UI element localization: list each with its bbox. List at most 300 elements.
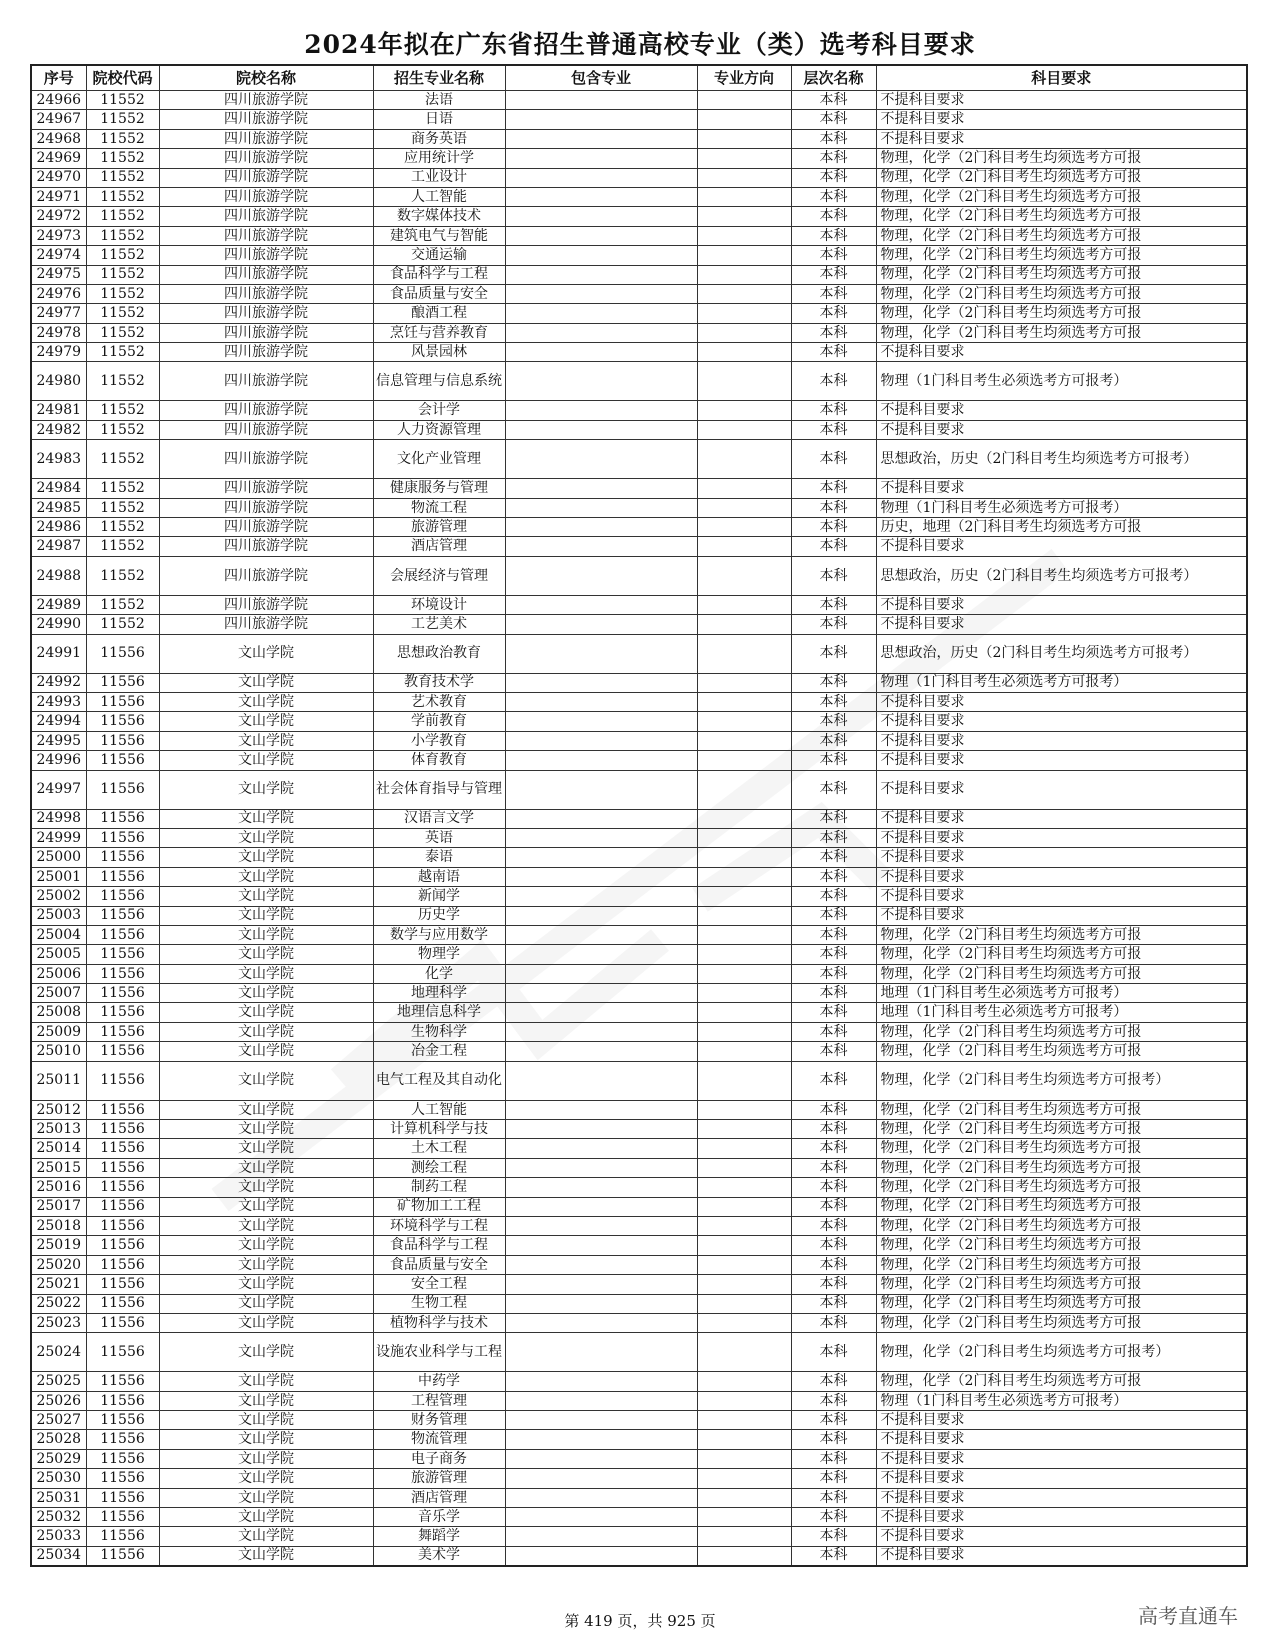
cell-included <box>505 595 697 614</box>
cell-level: 本科 <box>791 1527 876 1546</box>
cell-school-name: 四川旅游学院 <box>159 498 373 517</box>
cell-school-name: 文山学院 <box>159 673 373 692</box>
cell-requirement: 不提科目要求 <box>876 887 1247 906</box>
cell-school-code: 11552 <box>86 110 159 129</box>
cell-level: 本科 <box>791 751 876 770</box>
cell-school-name: 文山学院 <box>159 1430 373 1449</box>
table-row <box>31 420 1247 439</box>
cell-requirement: 不提科目要求 <box>876 1449 1247 1468</box>
cell-seq: 24992 <box>31 673 86 692</box>
col-header-direction: 专业方向 <box>697 65 791 91</box>
cell-major: 越南语 <box>373 867 505 886</box>
cell-school-code: 11552 <box>86 323 159 342</box>
table-row <box>31 440 1247 479</box>
cell-direction <box>697 964 791 983</box>
cell-seq: 24983 <box>31 440 86 479</box>
cell-requirement: 历史，地理（2门科目考生均须选考方可报 <box>876 518 1247 537</box>
cell-major: 数学与应用数学 <box>373 925 505 944</box>
cell-seq: 25002 <box>31 887 86 906</box>
cell-level: 本科 <box>791 1449 876 1468</box>
cell-level: 本科 <box>791 1178 876 1197</box>
cell-requirement: 地理（1门科目考生必须选考方可报考） <box>876 984 1247 1003</box>
brand-label: 高考直通车 <box>1138 1604 1238 1628</box>
cell-direction <box>697 925 791 944</box>
cell-included <box>505 731 697 750</box>
cell-major: 体育教育 <box>373 751 505 770</box>
cell-requirement: 物理（1门科目考生必须选考方可报考） <box>876 1391 1247 1410</box>
cell-level: 本科 <box>791 634 876 673</box>
cell-included <box>505 984 697 1003</box>
cell-school-name: 文山学院 <box>159 1372 373 1391</box>
cell-school-code: 11556 <box>86 673 159 692</box>
cell-included <box>505 615 697 634</box>
cell-seq: 25007 <box>31 984 86 1003</box>
cell-level: 本科 <box>791 149 876 168</box>
cell-school-code: 11556 <box>86 1022 159 1041</box>
cell-school-code: 11556 <box>86 1120 159 1139</box>
cell-included <box>505 1488 697 1507</box>
cell-school-name: 文山学院 <box>159 1139 373 1158</box>
cell-school-code: 11552 <box>86 615 159 634</box>
cell-school-code: 11556 <box>86 770 159 809</box>
table-row <box>31 1158 1247 1177</box>
cell-direction <box>697 187 791 206</box>
cell-school-code: 11556 <box>86 964 159 983</box>
cell-major: 应用统计学 <box>373 149 505 168</box>
cell-requirement: 不提科目要求 <box>876 1430 1247 1449</box>
cell-school-code: 11556 <box>86 1391 159 1410</box>
cell-requirement: 物理，化学（2门科目考生均须选考方可报 <box>876 1158 1247 1177</box>
cell-direction <box>697 945 791 964</box>
cell-school-code: 11552 <box>86 518 159 537</box>
cell-requirement: 物理，化学（2门科目考生均须选考方可报 <box>876 149 1247 168</box>
cell-included <box>505 304 697 323</box>
cell-major: 汉语言文学 <box>373 809 505 828</box>
cell-school-name: 文山学院 <box>159 984 373 1003</box>
cell-level: 本科 <box>791 848 876 867</box>
cell-major: 物流工程 <box>373 498 505 517</box>
cell-seq: 25022 <box>31 1294 86 1313</box>
cell-included <box>505 1527 697 1546</box>
cell-school-code: 11556 <box>86 828 159 847</box>
cell-requirement: 不提科目要求 <box>876 712 1247 731</box>
cell-seq: 25023 <box>31 1313 86 1332</box>
cell-requirement: 物理，化学（2门科目考生均须选考方可报 <box>876 964 1247 983</box>
cell-included <box>505 770 697 809</box>
cell-direction <box>697 537 791 556</box>
cell-school-name: 四川旅游学院 <box>159 284 373 303</box>
cell-requirement: 物理（1门科目考生必须选考方可报考） <box>876 673 1247 692</box>
cell-seq: 25026 <box>31 1391 86 1410</box>
table-row <box>31 770 1247 809</box>
cell-direction <box>697 1042 791 1061</box>
cell-direction <box>697 1313 791 1332</box>
cell-level: 本科 <box>791 1430 876 1449</box>
cell-school-code: 11556 <box>86 1313 159 1332</box>
cell-seq: 24973 <box>31 226 86 245</box>
cell-seq: 25031 <box>31 1488 86 1507</box>
cell-major: 地理信息科学 <box>373 1003 505 1022</box>
table-row <box>31 712 1247 731</box>
cell-included <box>505 887 697 906</box>
cell-school-code: 11556 <box>86 1372 159 1391</box>
cell-direction <box>697 615 791 634</box>
cell-direction <box>697 246 791 265</box>
cell-seq: 24989 <box>31 595 86 614</box>
table-row <box>31 945 1247 964</box>
cell-major: 安全工程 <box>373 1275 505 1294</box>
cell-level: 本科 <box>791 1546 876 1565</box>
cell-included <box>505 265 697 284</box>
cell-school-name: 四川旅游学院 <box>159 420 373 439</box>
table-row <box>31 1236 1247 1255</box>
page-title: 2024年拟在广东省招生普通高校专业（类）选考科目要求 <box>304 30 976 59</box>
table-row <box>31 809 1247 828</box>
cell-seq: 24970 <box>31 168 86 187</box>
cell-major: 艺术教育 <box>373 692 505 711</box>
cell-seq: 24980 <box>31 362 86 401</box>
cell-seq: 24977 <box>31 304 86 323</box>
cell-seq: 24981 <box>31 401 86 420</box>
cell-direction <box>697 1469 791 1488</box>
cell-level: 本科 <box>791 615 876 634</box>
table-row <box>31 615 1247 634</box>
col-header-school-name: 院校名称 <box>159 65 373 91</box>
cell-major: 工艺美术 <box>373 615 505 634</box>
cell-school-name: 文山学院 <box>159 906 373 925</box>
cell-seq: 24972 <box>31 207 86 226</box>
table-row <box>31 1411 1247 1430</box>
cell-included <box>505 556 697 595</box>
table-row <box>31 984 1247 1003</box>
cell-school-code: 11552 <box>86 343 159 362</box>
cell-requirement: 物理，化学（2门科目考生均须选考方可报 <box>876 226 1247 245</box>
cell-level: 本科 <box>791 284 876 303</box>
cell-school-name: 文山学院 <box>159 925 373 944</box>
cell-direction <box>697 1158 791 1177</box>
cell-included <box>505 1042 697 1061</box>
cell-direction <box>697 1488 791 1507</box>
cell-school-code: 11556 <box>86 1430 159 1449</box>
cell-included <box>505 1333 697 1372</box>
table-row <box>31 401 1247 420</box>
cell-school-name: 文山学院 <box>159 1100 373 1119</box>
cell-school-name: 四川旅游学院 <box>159 343 373 362</box>
cell-school-name: 四川旅游学院 <box>159 518 373 537</box>
cell-school-name: 文山学院 <box>159 1313 373 1332</box>
cell-level: 本科 <box>791 1061 876 1100</box>
table-row <box>31 925 1247 944</box>
cell-included <box>505 284 697 303</box>
cell-seq: 25030 <box>31 1469 86 1488</box>
table-row <box>31 1178 1247 1197</box>
table-row <box>31 1546 1247 1565</box>
col-header-major: 招生专业名称 <box>373 65 505 91</box>
table-row <box>31 246 1247 265</box>
cell-major: 土木工程 <box>373 1139 505 1158</box>
table-row <box>31 207 1247 226</box>
cell-included <box>505 362 697 401</box>
cell-major: 电气工程及其自动化 <box>373 1061 505 1100</box>
cell-school-name: 文山学院 <box>159 867 373 886</box>
cell-school-name: 文山学院 <box>159 1275 373 1294</box>
cell-school-name: 四川旅游学院 <box>159 265 373 284</box>
cell-requirement: 物理，化学（2门科目考生均须选考方可报 <box>876 1197 1247 1216</box>
cell-included <box>505 1197 697 1216</box>
cell-major: 美术学 <box>373 1546 505 1565</box>
cell-school-name: 文山学院 <box>159 1391 373 1410</box>
cell-included <box>505 848 697 867</box>
cell-requirement: 不提科目要求 <box>876 479 1247 498</box>
table-row <box>31 1469 1247 1488</box>
table-row <box>31 129 1247 148</box>
cell-school-code: 11556 <box>86 887 159 906</box>
cell-included <box>505 401 697 420</box>
cell-direction <box>697 362 791 401</box>
cell-school-name: 文山学院 <box>159 770 373 809</box>
table-row <box>31 168 1247 187</box>
table-row <box>31 1003 1247 1022</box>
cell-level: 本科 <box>791 537 876 556</box>
cell-requirement: 物理，化学（2门科目考生均须选考方可报考） <box>876 1333 1247 1372</box>
table-row <box>31 848 1247 867</box>
cell-seq: 24990 <box>31 615 86 634</box>
cell-seq: 25000 <box>31 848 86 867</box>
cell-direction <box>697 867 791 886</box>
cell-seq: 24996 <box>31 751 86 770</box>
cell-requirement: 物理，化学（2门科目考生均须选考方可报 <box>876 1372 1247 1391</box>
cell-included <box>505 479 697 498</box>
cell-level: 本科 <box>791 1275 876 1294</box>
cell-major: 地理科学 <box>373 984 505 1003</box>
cell-included <box>505 906 697 925</box>
cell-requirement: 物理，化学（2门科目考生均须选考方可报 <box>876 1178 1247 1197</box>
cell-school-code: 11552 <box>86 304 159 323</box>
cell-school-name: 四川旅游学院 <box>159 246 373 265</box>
cell-direction <box>697 168 791 187</box>
cell-included <box>505 1139 697 1158</box>
cell-level: 本科 <box>791 1100 876 1119</box>
cell-school-name: 四川旅游学院 <box>159 595 373 614</box>
cell-included <box>505 110 697 129</box>
cell-direction <box>697 556 791 595</box>
table-row <box>31 1488 1247 1507</box>
table-row <box>31 498 1247 517</box>
cell-level: 本科 <box>791 1255 876 1274</box>
cell-school-code: 11552 <box>86 91 159 110</box>
cell-school-code: 11552 <box>86 246 159 265</box>
cell-seq: 24979 <box>31 343 86 362</box>
cell-included <box>505 168 697 187</box>
table-row <box>31 1391 1247 1410</box>
cell-level: 本科 <box>791 479 876 498</box>
cell-included <box>505 343 697 362</box>
cell-included <box>505 420 697 439</box>
cell-direction <box>697 828 791 847</box>
cell-direction <box>697 1527 791 1546</box>
cell-seq: 24969 <box>31 149 86 168</box>
cell-level: 本科 <box>791 1294 876 1313</box>
cell-direction <box>697 1333 791 1372</box>
cell-school-code: 11552 <box>86 556 159 595</box>
cell-level: 本科 <box>791 828 876 847</box>
cell-school-code: 11556 <box>86 1275 159 1294</box>
cell-included <box>505 828 697 847</box>
cell-requirement: 物理，化学（2门科目考生均须选考方可报 <box>876 207 1247 226</box>
cell-included <box>505 1178 697 1197</box>
cell-school-code: 11552 <box>86 362 159 401</box>
cell-level: 本科 <box>791 945 876 964</box>
cell-major: 食品质量与安全 <box>373 284 505 303</box>
cell-level: 本科 <box>791 187 876 206</box>
cell-direction <box>697 1449 791 1468</box>
cell-level: 本科 <box>791 1508 876 1527</box>
cell-included <box>505 1022 697 1041</box>
cell-school-code: 11556 <box>86 1003 159 1022</box>
cell-major: 法语 <box>373 91 505 110</box>
cell-major: 社会体育指导与管理 <box>373 770 505 809</box>
cell-school-name: 文山学院 <box>159 1294 373 1313</box>
cell-school-code: 11556 <box>86 848 159 867</box>
cell-school-code: 11556 <box>86 925 159 944</box>
cell-major: 舞蹈学 <box>373 1527 505 1546</box>
cell-included <box>505 537 697 556</box>
cell-school-code: 11556 <box>86 1216 159 1235</box>
cell-direction <box>697 1294 791 1313</box>
cell-school-name: 文山学院 <box>159 1488 373 1507</box>
cell-requirement: 物理，化学（2门科目考生均须选考方可报 <box>876 945 1247 964</box>
cell-included <box>505 1120 697 1139</box>
cell-requirement: 不提科目要求 <box>876 615 1247 634</box>
cell-direction <box>697 1391 791 1410</box>
cell-direction <box>697 149 791 168</box>
cell-direction <box>697 1003 791 1022</box>
cell-seq: 25018 <box>31 1216 86 1235</box>
cell-seq: 24966 <box>31 91 86 110</box>
cell-level: 本科 <box>791 1372 876 1391</box>
cell-level: 本科 <box>791 692 876 711</box>
cell-requirement: 物理，化学（2门科目考生均须选考方可报 <box>876 246 1247 265</box>
cell-direction <box>697 1216 791 1235</box>
cell-seq: 25003 <box>31 906 86 925</box>
cell-school-name: 四川旅游学院 <box>159 129 373 148</box>
cell-major: 人工智能 <box>373 187 505 206</box>
cell-requirement: 物理，化学（2门科目考生均须选考方可报 <box>876 1120 1247 1139</box>
cell-school-code: 11556 <box>86 731 159 750</box>
cell-requirement: 物理，化学（2门科目考生均须选考方可报 <box>876 265 1247 284</box>
cell-direction <box>697 731 791 750</box>
cell-direction <box>697 1100 791 1119</box>
cell-requirement: 物理，化学（2门科目考生均须选考方可报 <box>876 323 1247 342</box>
cell-level: 本科 <box>791 440 876 479</box>
cell-requirement: 物理，化学（2门科目考生均须选考方可报 <box>876 1275 1247 1294</box>
cell-level: 本科 <box>791 1197 876 1216</box>
cell-level: 本科 <box>791 110 876 129</box>
cell-school-name: 文山学院 <box>159 1469 373 1488</box>
cell-level: 本科 <box>791 1313 876 1332</box>
cell-level: 本科 <box>791 129 876 148</box>
cell-direction <box>697 479 791 498</box>
table-row <box>31 964 1247 983</box>
cell-direction <box>697 323 791 342</box>
cell-major: 信息管理与信息系统 <box>373 362 505 401</box>
cell-school-name: 四川旅游学院 <box>159 401 373 420</box>
cell-level: 本科 <box>791 731 876 750</box>
cell-level: 本科 <box>791 556 876 595</box>
cell-major: 教育技术学 <box>373 673 505 692</box>
cell-school-name: 四川旅游学院 <box>159 168 373 187</box>
cell-school-code: 11556 <box>86 1042 159 1061</box>
cell-included <box>505 1313 697 1332</box>
cell-major: 测绘工程 <box>373 1158 505 1177</box>
cell-requirement: 物理，化学（2门科目考生均须选考方可报 <box>876 187 1247 206</box>
cell-included <box>505 751 697 770</box>
cell-major: 烹饪与营养教育 <box>373 323 505 342</box>
cell-level: 本科 <box>791 323 876 342</box>
cell-level: 本科 <box>791 984 876 1003</box>
cell-seq: 24993 <box>31 692 86 711</box>
table-row <box>31 1372 1247 1391</box>
cell-seq: 25017 <box>31 1197 86 1216</box>
cell-school-name: 四川旅游学院 <box>159 362 373 401</box>
table-row <box>31 887 1247 906</box>
cell-included <box>505 226 697 245</box>
cell-school-code: 11556 <box>86 1411 159 1430</box>
cell-school-name: 文山学院 <box>159 848 373 867</box>
cell-major: 风景园林 <box>373 343 505 362</box>
cell-school-code: 11552 <box>86 129 159 148</box>
cell-school-name: 文山学院 <box>159 712 373 731</box>
cell-seq: 24988 <box>31 556 86 595</box>
cell-requirement: 不提科目要求 <box>876 828 1247 847</box>
cell-requirement: 不提科目要求 <box>876 1508 1247 1527</box>
cell-school-code: 11552 <box>86 265 159 284</box>
cell-level: 本科 <box>791 887 876 906</box>
cell-school-code: 11552 <box>86 440 159 479</box>
cell-direction <box>697 518 791 537</box>
table-row <box>31 1197 1247 1216</box>
cell-direction <box>697 1236 791 1255</box>
col-header-requirement: 科目要求 <box>876 65 1247 91</box>
table-row <box>31 265 1247 284</box>
cell-seq: 25006 <box>31 964 86 983</box>
cell-level: 本科 <box>791 207 876 226</box>
cell-level: 本科 <box>791 1411 876 1430</box>
cell-school-name: 四川旅游学院 <box>159 149 373 168</box>
cell-school-name: 文山学院 <box>159 1042 373 1061</box>
cell-direction <box>697 343 791 362</box>
cell-requirement: 不提科目要求 <box>876 343 1247 362</box>
cell-school-code: 11552 <box>86 149 159 168</box>
cell-school-name: 四川旅游学院 <box>159 537 373 556</box>
cell-major: 电子商务 <box>373 1449 505 1468</box>
cell-direction <box>697 1546 791 1565</box>
table-row <box>31 1061 1247 1100</box>
cell-major: 文化产业管理 <box>373 440 505 479</box>
cell-included <box>505 1372 697 1391</box>
table-row <box>31 1100 1247 1119</box>
cell-school-code: 11556 <box>86 1061 159 1100</box>
cell-level: 本科 <box>791 518 876 537</box>
cell-seq: 25005 <box>31 945 86 964</box>
cell-major: 环境科学与工程 <box>373 1216 505 1235</box>
cell-included <box>505 712 697 731</box>
cell-level: 本科 <box>791 1216 876 1235</box>
cell-level: 本科 <box>791 1391 876 1410</box>
cell-school-code: 11552 <box>86 537 159 556</box>
table-row <box>31 1294 1247 1313</box>
cell-school-code: 11556 <box>86 1469 159 1488</box>
